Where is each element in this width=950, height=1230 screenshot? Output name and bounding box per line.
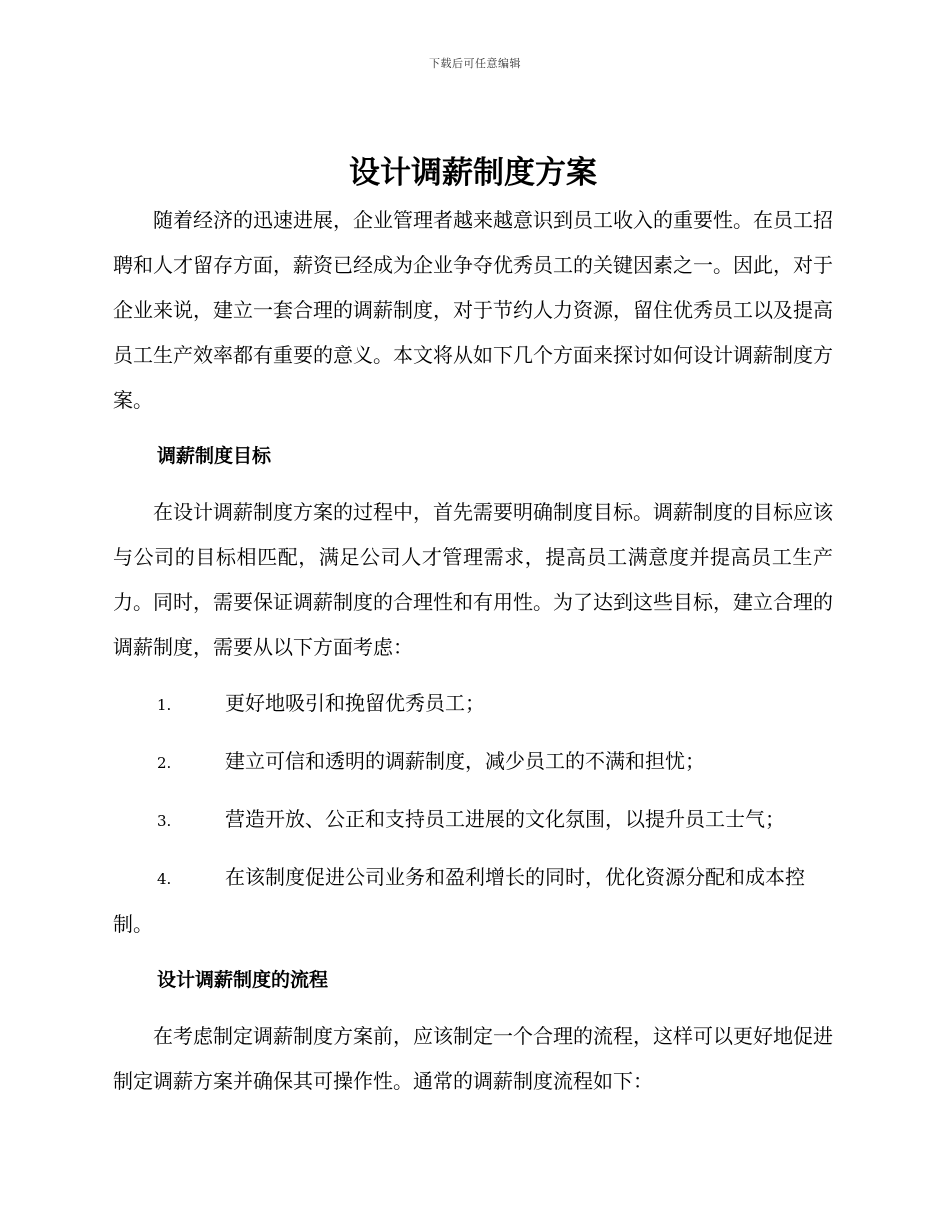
- goals-paragraph: 在设计调薪制度方案的过程中，首先需要明确制度目标。调薪制度的目标应该与公司的目标相匹配，满足公司人才管理需求，提高员工满意度并提高员工生产力。同时，需要保证调薪制度的合理性和有用性。为了达到这些目标，建立合理的调薪制度，需要从以下方面考虑：: [113, 500, 833, 659]
- list-item: [113, 797, 833, 844]
- document-title: 设计调薪制度方案: [349, 155, 597, 191]
- goals-list: [113, 681, 833, 947]
- list-item-number: 1.: [157, 696, 172, 714]
- list-item: [113, 739, 833, 786]
- list-item: [113, 855, 833, 947]
- list-item: [113, 681, 833, 728]
- list-item-text: 建立可信和透明的调薪制度，减少员工的不满和担忧；: [225, 749, 705, 773]
- list-item-number: 4.: [157, 870, 172, 888]
- list-item-text: 更好地吸引和挽留优秀员工；: [225, 691, 485, 715]
- process-paragraph: 在考虑制定调薪制度方案前，应该制定一个合理的流程，这样可以更好地促进制定调薪方案并确保其可操作性。通常的调薪制度流程如下：: [113, 1024, 833, 1093]
- section-heading-goals: 调薪制度目标: [157, 445, 272, 467]
- list-item-text: 营造开放、公正和支持员工进展的文化氛围，以提升员工士气；: [225, 807, 785, 831]
- document-body: [113, 150, 833, 1104]
- list-item-number: 2.: [157, 754, 172, 772]
- intro-paragraph: 随着经济的迅速进展，企业管理者越来越意识到员工收入的重要性。在员工招聘和人才留存方面，薪资已经成为企业争夺优秀员工的关键因素之一。因此，对于企业来说，建立一套合理的调薪制度，对于节约人力资源，留住优秀员工以及提高员工生产效率都有重要的意义。本文将从如下几个方面来探讨如何设计调薪制度方案。: [113, 208, 833, 412]
- list-item-text: 在该制度促进公司业务和盈利增长的同时，优化资源分配和成本控制。: [113, 865, 805, 936]
- section-heading-process: 设计调薪制度的流程: [157, 969, 329, 991]
- list-item-number: 3.: [157, 812, 172, 830]
- header-note: 下载后可任意编辑: [429, 57, 521, 70]
